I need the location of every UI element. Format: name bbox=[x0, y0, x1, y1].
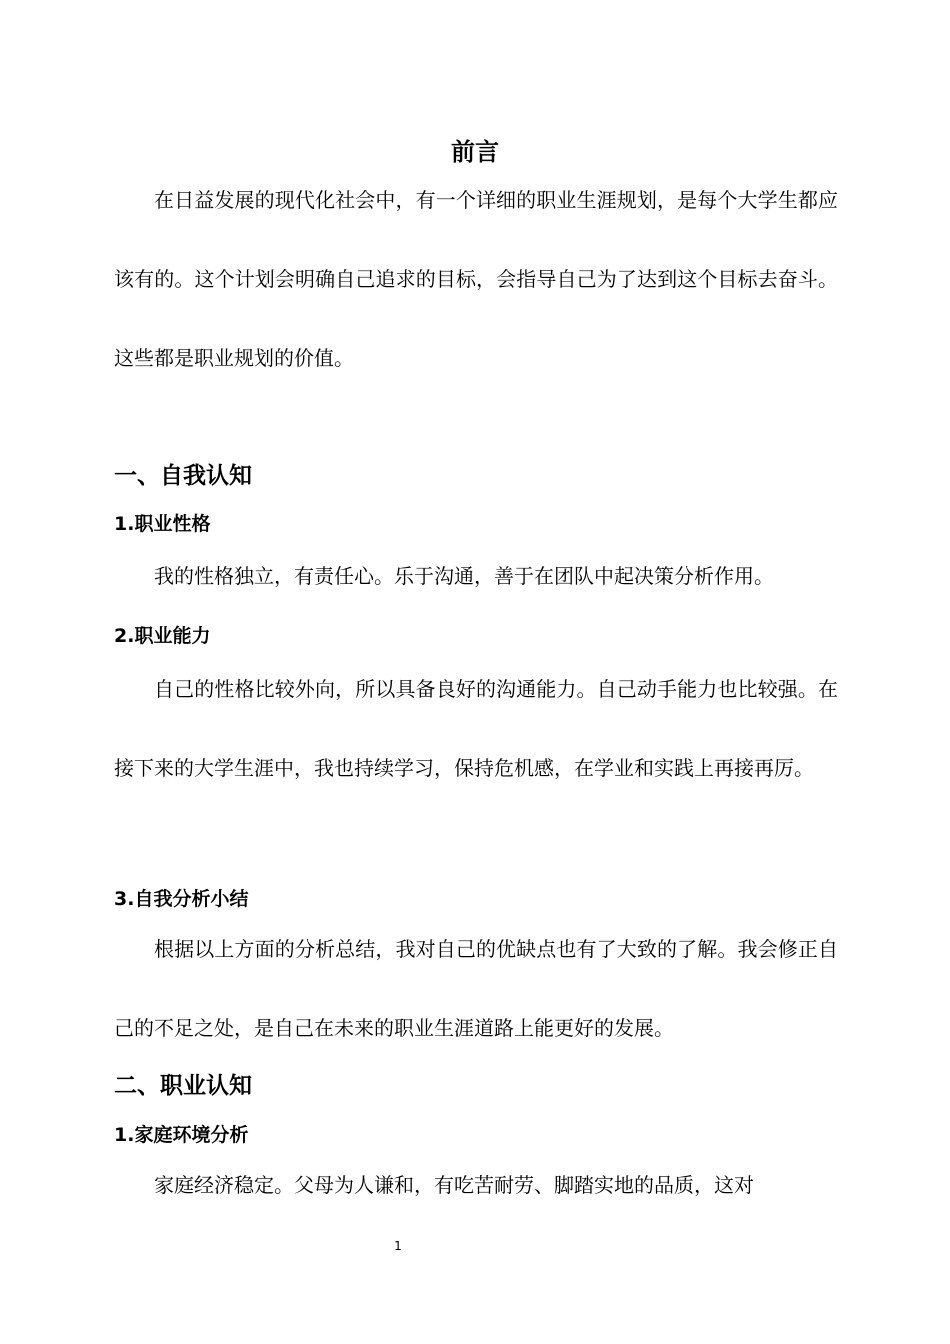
preface-paragraph: 在日益发展的现代化社会中，有一个详细的职业生涯规划，是每个大学生都应该有的。这个计划会明确自己追求的目标，会指导自己为了达到这个目标去奋斗。这些都是职业规划的价值。 bbox=[114, 188, 838, 370]
page-number: 1 bbox=[394, 1239, 402, 1253]
section-1-3-heading: 3.自我分析小结 bbox=[114, 888, 249, 910]
section-1-1-heading: 1.职业性格 bbox=[114, 513, 211, 535]
preface-title: 前言 bbox=[451, 138, 499, 166]
section-1-2-paragraph: 自己的性格比较外向，所以具备良好的沟通能力。自己动手能力也比较强。在接下来的大学生涯中，我也持续学习，保持危机感，在学业和实践上再接再厉。 bbox=[114, 677, 838, 780]
section-2-1-paragraph: 家庭经济稳定。父母为人谦和，有吃苦耐劳、脚踏实地的品质，这对 bbox=[154, 1173, 754, 1197]
section-1-2-heading: 2.职业能力 bbox=[114, 625, 211, 647]
section-1-3-paragraph: 根据以上方面的分析总结，我对自己的优缺点也有了大致的了解。我会修正自己的不足之处，是自己在未来的职业生涯道路上能更好的发展。 bbox=[114, 937, 838, 1040]
section-1-heading: 一、自我认知 bbox=[114, 463, 252, 489]
section-2-heading: 二、职业认知 bbox=[114, 1073, 252, 1099]
section-2-1-heading: 1.家庭环境分析 bbox=[114, 1124, 249, 1146]
section-1-1-paragraph: 我的性格独立，有责任心。乐于沟通，善于在团队中起决策分析作用。 bbox=[154, 564, 774, 588]
